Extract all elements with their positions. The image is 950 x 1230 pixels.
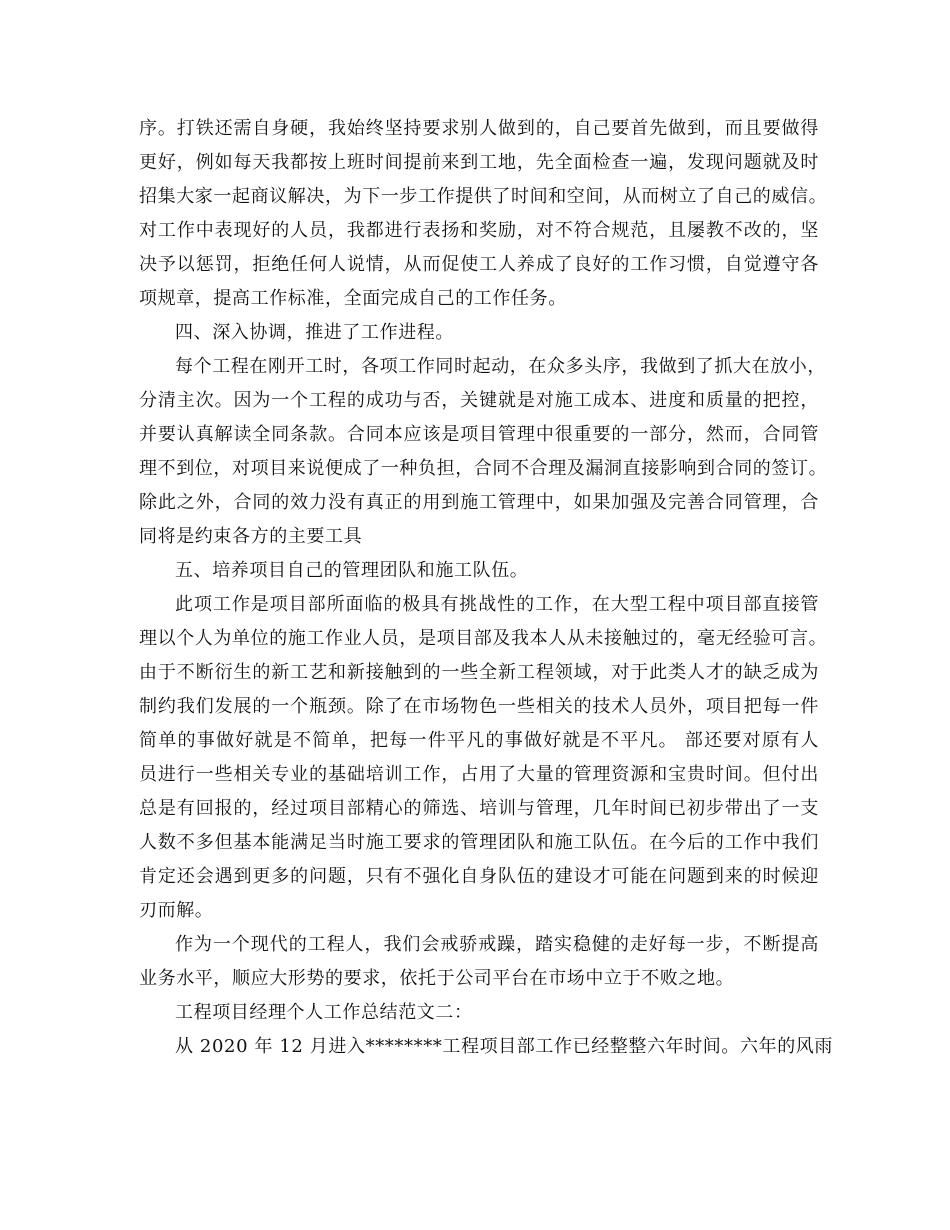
text-line: 理以个人为单位的施工作业人员，是项目部及我本人从未接触过的，毫无经验可言。 [139, 628, 828, 649]
text-line: 同将是约束各方的主要工具 [139, 526, 363, 547]
text-line: 制约我们发展的一个瓶颈。除了在市场物色一些相关的技术人员外，项目把每一件 [139, 696, 819, 717]
text-line: 对工作中表现好的人员，我都进行表扬和奖励，对不符合规范，且屡教不改的，坚 [139, 220, 819, 241]
text-line: 刃而解。 [139, 900, 214, 921]
text-line: 决予以惩罚，拒绝任何人说情，从而促使工人养成了良好的工作习惯，自觉遵守各 [139, 254, 819, 275]
text-line: 肯定还会遇到更多的问题，只有不强化自身队伍的建设才可能在问题到来的时候迎 [139, 866, 819, 887]
text-line: 分清主次。因为一个工程的成功与否，关键就是对施工成本、进度和质量的把控， [139, 390, 819, 411]
text-line: 此项工作是项目部所面临的极具有挑战性的工作，在大型工程中项目部直接管 [175, 594, 819, 615]
text-line: 从 2020 年 12 月进入********工程项目部工作已经整整六年时间。六年的风雨 [175, 1036, 833, 1057]
text-line: 每个工程在刚开工时，各项工作同时起动，在众多头序，我做到了抓大在放小， [175, 356, 826, 377]
text-line: 项规章，提高工作标准，全面完成自己的工作任务。 [139, 288, 567, 309]
text-line: 员进行一些相关专业的基础培训工作，占用了大量的管理资源和宝贵时间。但付出 [139, 764, 819, 785]
text-line: 序。打铁还需自身硬，我始终坚持要求别人做到的，自己要首先做到，而且要做得 [139, 118, 819, 139]
document-body [139, 112, 833, 1064]
text-line: 简单的事做好就是不简单，把每一件平凡的事做好就是不平凡。 部还要对原有人 [139, 730, 819, 751]
text-line: 人数不多但基本能满足当时施工要求的管理团队和施工队伍。在今后的工作中我们 [139, 832, 819, 853]
text-line: 理不到位，对项目来说便成了一种负担，合同不合理及漏洞直接影响到合同的签订。 [139, 458, 828, 479]
text-line: 更好，例如每天我都按上班时间提前来到工地，先全面检查一遍，发现问题就及时 [139, 152, 819, 173]
text-line: 作为一个现代的工程人，我们会戒骄戒躁，踏实稳健的走好每一步，不断提高 [175, 934, 819, 955]
text-line: 招集大家一起商议解决，为下一步工作提供了时间和空间，从而树立了自己的威信。 [139, 186, 828, 207]
section-heading: 五、培养项目自己的管理团队和施工队伍。 [175, 560, 529, 581]
text-line: 业务水平，顺应大形势的要求，依托于公司平台在市场中立于不败之地。 [139, 968, 735, 989]
section-heading: 工程项目经理个人工作总结范文二： [175, 1002, 473, 1023]
text-line: 总是有回报的，经过项目部精心的筛选、培训与管理，几年时间已初步带出了一支 [139, 798, 819, 819]
text-line: 由于不断衍生的新工艺和新接触到的一些全新工程领域，对于此类人才的缺乏成为 [139, 662, 819, 683]
text-line: 并要认真解读全同条款。合同本应该是项目管理中很重要的一部分，然而，合同管 [139, 424, 819, 445]
text-line: 除此之外，合同的效力没有真正的用到施工管理中，如果加强及完善合同管理，合 [139, 492, 819, 513]
section-heading: 四、深入协调，推进了工作进程。 [175, 322, 454, 343]
